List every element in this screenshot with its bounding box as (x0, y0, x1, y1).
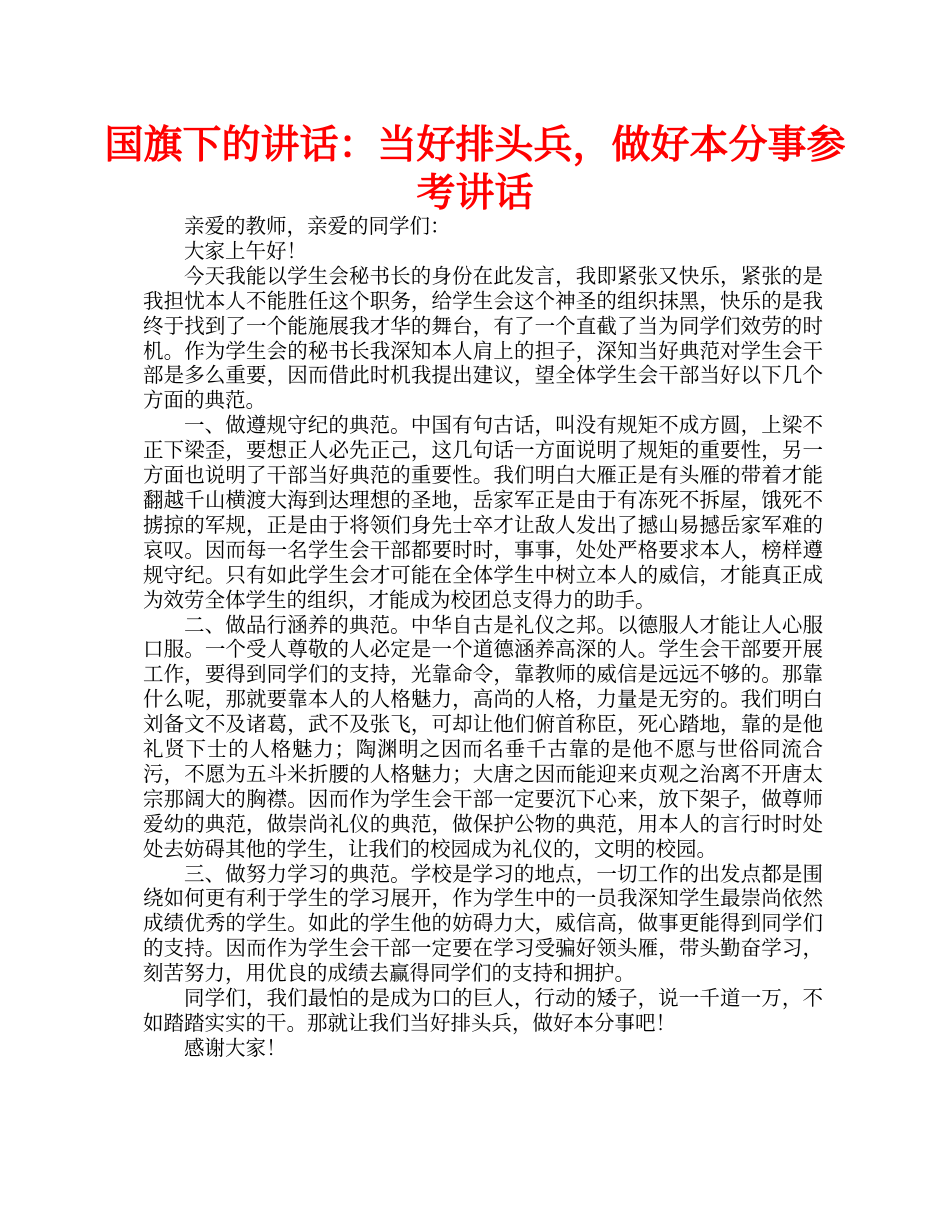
paragraph-closing: 同学们，我们最怕的是成为口的巨人，行动的矮子，说一千道一万，不如踏踏实实的干。那就让我们当好排头兵，做好本分事吧！ (143, 986, 823, 1035)
document-body (143, 214, 823, 1061)
paragraph-point-one: 一、做遵规守纪的典范。中国有句古话，叫没有规矩不成方圆，上梁不正下梁歪，要想正人必先正己，这几句话一方面说明了规矩的重要性，另一方面也说明了干部当好典范的重要性。我们明白大雁正是有头雁的带着才能翻越千山横渡大海到达理想的圣地，岳家军正是由于有冻死不拆屋，饿死不掳掠的军规，正是由于将领们身先士卒才让敌人发出了撼山易撼岳家军难的哀叹。因而每一名学生会干部都要时时，事事，处处严格要求本人，榜样遵规守纪。只有如此学生会才可能在全体学生中树立本人的威信，才能真正成为效劳全体学生的组织，才能成为校团总支得力的助手。 (143, 413, 823, 612)
paragraph-point-three: 三、做努力学习的典范。学校是学习的地点，一切工作的出发点都是围绕如何更有利于学生的学习展开，作为学生中的一员我深知学生最崇尚依然成绩优秀的学生。如此的学生他的妨碍力大，威信高，做事更能得到同学们的支持。因而作为学生会干部一定要在学习受骗好领头雁，带头勤奋学习，刻苦努力，用优良的成绩去赢得同学们的支持和拥护。 (143, 861, 823, 986)
paragraph-morning: 大家上午好！ (184, 238, 307, 263)
paragraph-intro: 今天我能以学生会秘书长的身份在此发言，我即紧张又快乐，紧张的是我担忧本人不能胜任这个职务，给学生会这个神圣的组织抹黑，快乐的是我终于找到了一个能施展我才华的舞台，有了一个直截了当为同学们效劳的时机。作为学生会的秘书长我深知本人肩上的担子，深知当好典范对学生会干部是多么重要，因而借此时机我提出建议，望全体学生会干部当好以下几个方面的典范。 (143, 263, 823, 413)
paragraph-point-two: 二、做品行涵养的典范。中华自古是礼仪之邦。以德服人才能让人心服口服。一个受人尊敬的人必定是一个道德涵养高深的人。学生会干部要开展工作，要得到同学们的支持，光靠命令，靠教师的威信是远远不够的。那靠什么呢，那就要靠本人的人格魅力，高尚的人格，力量是无穷的。我们明白刘备文不及诸葛，武不及张飞，可却让他们俯首称臣，死心踏地，靠的是他礼贤下士的人格魅力；陶渊明之因而名垂千古靠的是他不愿与世俗同流合污，不愿为五斗米折腰的人格魅力；大唐之因而能迎来贞观之治离不开唐太宗那阔大的胸襟。因而作为学生会干部一定要沉下心来，放下架子，做尊师爱幼的典范，做崇尚礼仪的典范，做保护公物的典范，用本人的言行时时处处去妨碍其他的学生，让我们的校园成为礼仪的，文明的校园。 (143, 612, 823, 861)
paragraph-thanks: 感谢大家！ (184, 1035, 287, 1060)
paragraph-greeting: 亲爱的教师，亲爱的同学们： (184, 214, 451, 238)
document-title: 国旗下的讲话：当好排头兵，做好本分事参考讲话 (104, 123, 846, 216)
